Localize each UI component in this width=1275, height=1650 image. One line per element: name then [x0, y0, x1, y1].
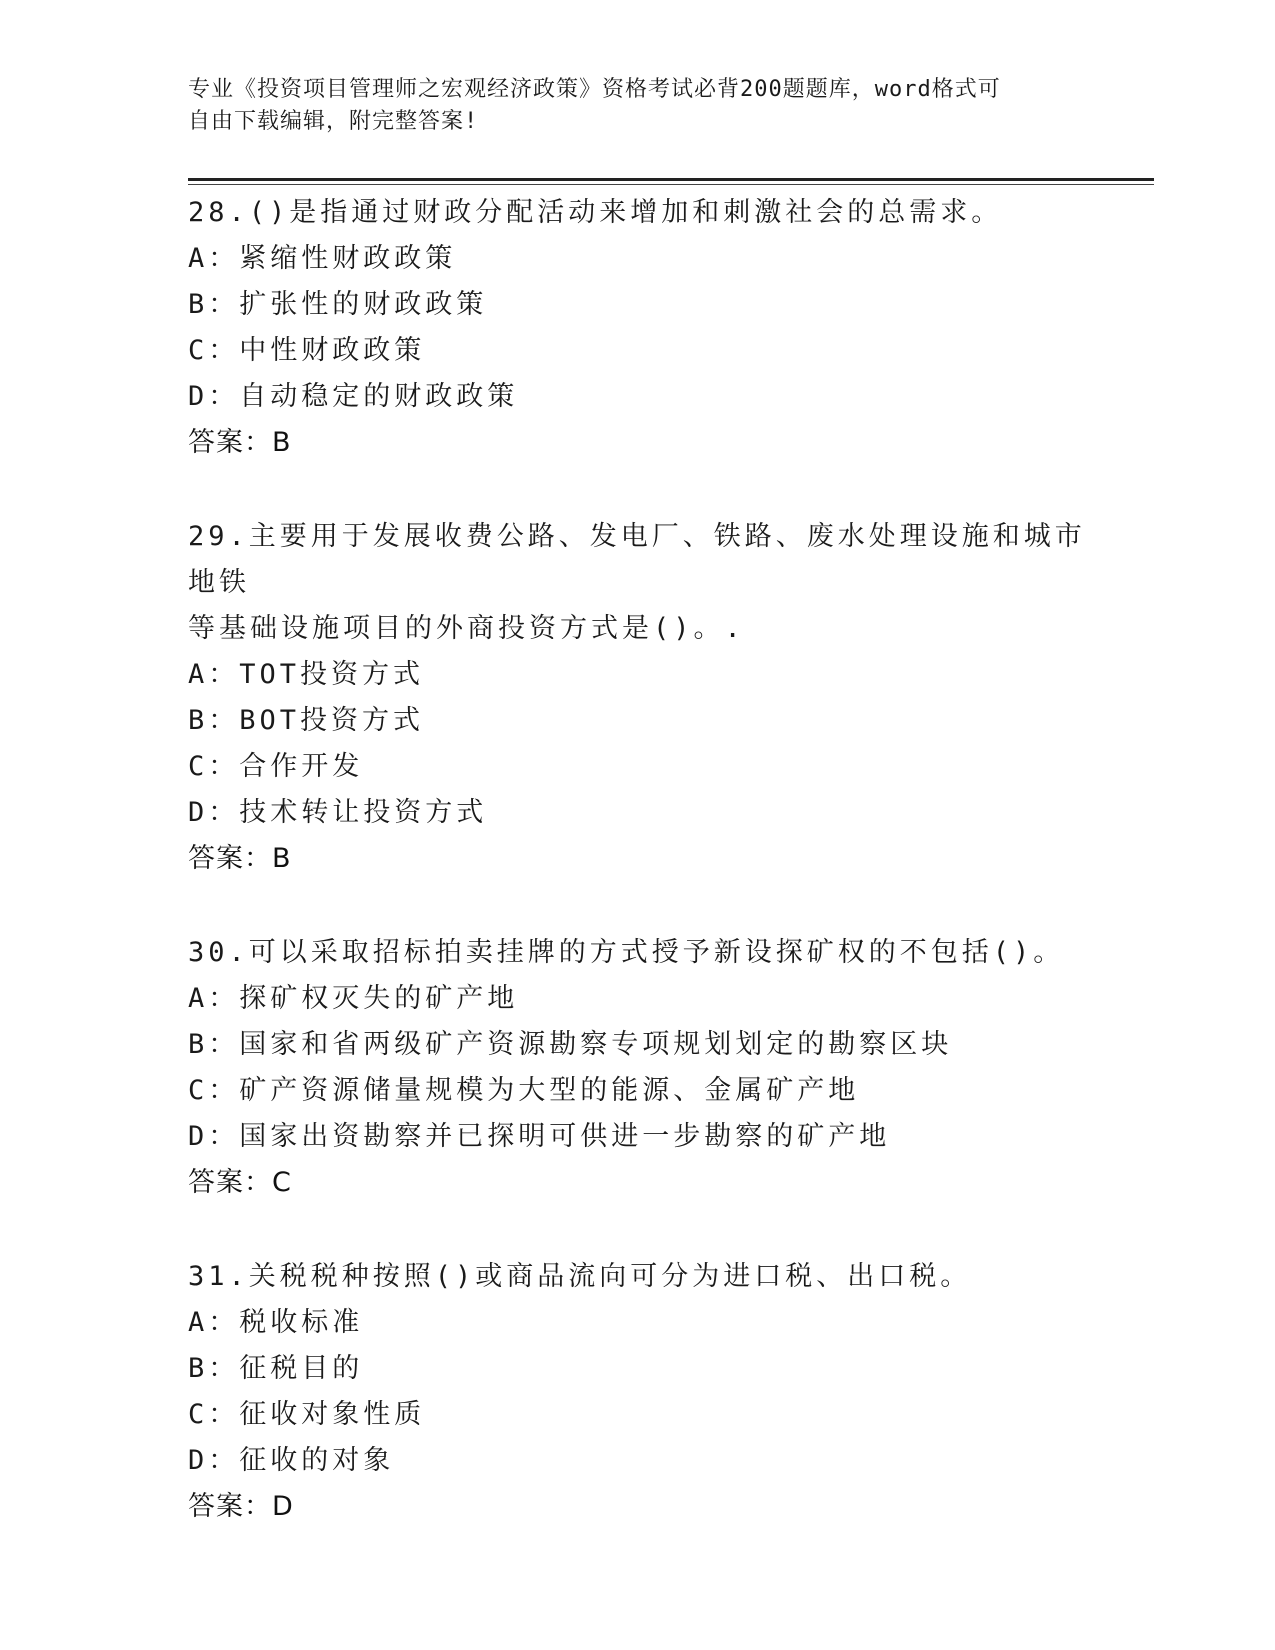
- question-29: [188, 514, 1088, 882]
- header-rule-thin: [188, 184, 1154, 185]
- option-c: C：中性财政政策: [188, 335, 426, 366]
- header-line-2: 自由下载编辑，附完整答案!: [188, 109, 479, 134]
- question-stem-line-1: 29.主要用于发展收费公路、发电厂、铁路、废水处理设施和城市地铁: [188, 521, 1086, 598]
- answer-line: [188, 420, 1088, 466]
- option-b: B：扩张性的财政政策: [188, 289, 488, 320]
- answer-label: 答案：: [188, 427, 272, 458]
- question-stem: 30.可以采取招标拍卖挂牌的方式授予新设探矿权的不包括()。: [188, 937, 1065, 968]
- option-d: D：技术转让投资方式: [188, 797, 488, 828]
- question-list: [188, 190, 1088, 1578]
- answer-value: D: [272, 1491, 294, 1522]
- option-b: B：国家和省两级矿产资源勘察专项规划划定的勘察区块: [188, 1029, 953, 1060]
- answer-label: 答案：: [188, 1167, 272, 1198]
- question-stem: 31.关税税种按照()或商品流向可分为进口税、出口税。: [188, 1261, 972, 1292]
- question-31: [188, 1254, 1088, 1530]
- answer-line: [188, 1160, 1088, 1206]
- question-28: [188, 190, 1088, 466]
- option-a: A：TOT投资方式: [188, 659, 425, 690]
- answer-value: B: [272, 843, 292, 874]
- option-d: D：征收的对象: [188, 1445, 395, 1476]
- option-c: C：矿产资源储量规模为大型的能源、金属矿产地: [188, 1075, 860, 1106]
- option-b: B：BOT投资方式: [188, 705, 425, 736]
- option-a: A：税收标准: [188, 1307, 364, 1338]
- question-stem: 28.()是指通过财政分配活动来增加和刺激社会的总需求。: [188, 197, 1003, 228]
- option-d: D：自动稳定的财政政策: [188, 381, 519, 412]
- option-a: A：紧缩性财政政策: [188, 243, 457, 274]
- answer-label: 答案：: [188, 843, 272, 874]
- answer-value: B: [272, 427, 292, 458]
- answer-value: C: [272, 1167, 292, 1198]
- option-c: C：合作开发: [188, 751, 364, 782]
- option-b: B：征税目的: [188, 1353, 364, 1384]
- answer-label: 答案：: [188, 1491, 272, 1522]
- question-stem-line-2: 等基础设施项目的外商投资方式是()。.: [188, 613, 745, 644]
- document-header: [188, 74, 1068, 138]
- header-rule-thick: [188, 178, 1154, 181]
- option-c: C：征收对象性质: [188, 1399, 426, 1430]
- answer-line: [188, 836, 1088, 882]
- question-30: [188, 930, 1088, 1206]
- answer-line: [188, 1484, 1088, 1530]
- option-d: D：国家出资勘察并已探明可供进一步勘察的矿产地: [188, 1121, 891, 1152]
- option-a: A：探矿权灭失的矿产地: [188, 983, 519, 1014]
- header-line-1: 专业《投资项目管理师之宏观经济政策》资格考试必背200题题库，word格式可: [188, 77, 1001, 102]
